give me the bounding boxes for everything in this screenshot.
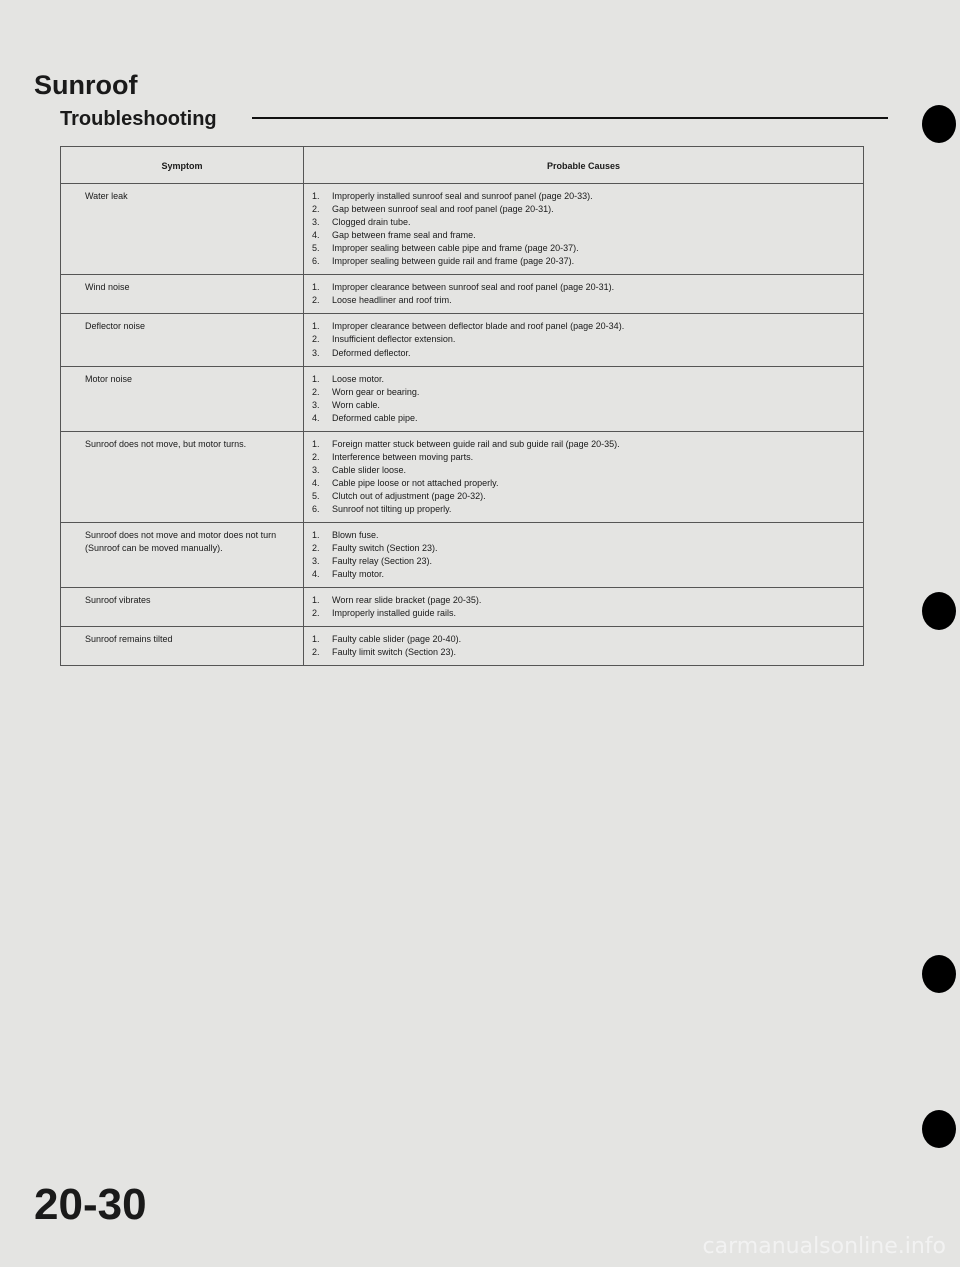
troubleshooting-table — [60, 146, 864, 666]
binder-hole-1 — [922, 105, 956, 143]
table-body — [61, 184, 864, 666]
cause-number: 4. — [312, 477, 320, 488]
cause-number: 2. — [312, 647, 320, 658]
symptom-cell: Sunroof remains tilted — [61, 627, 304, 666]
causes-cell — [304, 588, 864, 627]
table-row — [61, 314, 864, 366]
cause-item — [312, 190, 855, 203]
cause-item — [312, 568, 855, 581]
page-title: Sunroof — [34, 70, 138, 100]
causes-list — [312, 633, 855, 659]
cause-item — [312, 594, 855, 607]
cause-text: Foreign matter stuck between guide rail and sub guide rail (page 20-35). — [332, 438, 620, 449]
symptom-cell: Sunroof vibrates — [61, 588, 304, 627]
binder-hole-3 — [922, 955, 956, 993]
cause-number: 2. — [312, 451, 320, 462]
cause-number: 5. — [312, 243, 320, 254]
cause-number: 3. — [312, 217, 320, 228]
cause-number: 4. — [312, 569, 320, 580]
cause-number: 4. — [312, 412, 320, 423]
cause-item — [312, 229, 855, 242]
cause-number: 6. — [312, 503, 320, 514]
table-row — [61, 275, 864, 314]
cause-number: 1. — [312, 634, 320, 645]
cause-text: Worn rear slide bracket (page 20-35). — [332, 595, 482, 606]
watermark: carmanualsonline.info — [702, 1234, 946, 1259]
cause-number: 1. — [312, 438, 320, 449]
cause-text: Faulty limit switch (Section 23). — [332, 647, 457, 658]
cause-item — [312, 294, 855, 307]
cause-item — [312, 333, 855, 346]
cause-item — [312, 503, 855, 516]
cause-number: 3. — [312, 556, 320, 567]
cause-item — [312, 464, 855, 477]
cause-text: Loose motor. — [332, 373, 385, 384]
cause-number: 2. — [312, 204, 320, 215]
title-rule — [252, 117, 888, 119]
page-number: 20-30 — [34, 1180, 147, 1229]
cause-item — [312, 438, 855, 451]
cause-text: Clogged drain tube. — [332, 217, 411, 228]
cause-number: 1. — [312, 282, 320, 293]
causes-list — [312, 190, 855, 268]
cause-number: 2. — [312, 386, 320, 397]
cause-number: 1. — [312, 373, 320, 384]
cause-number: 1. — [312, 191, 320, 202]
causes-cell — [304, 184, 864, 275]
causes-list — [312, 529, 855, 581]
cause-number: 1. — [312, 595, 320, 606]
cause-item — [312, 242, 855, 255]
cause-number: 1. — [312, 530, 320, 541]
cause-text: Clutch out of adjustment (page 20-32). — [332, 490, 486, 501]
cause-text: Improper clearance between deflector blade and roof panel (page 20-34). — [332, 321, 625, 332]
cause-item — [312, 555, 855, 568]
table-header-row — [61, 147, 864, 184]
cause-number: 3. — [312, 347, 320, 358]
cause-text: Faulty motor. — [332, 569, 385, 580]
symptom-cell: Motor noise — [61, 366, 304, 431]
causes-cell — [304, 314, 864, 366]
binder-hole-4 — [922, 1110, 956, 1148]
causes-cell — [304, 627, 864, 666]
cause-number: 2. — [312, 608, 320, 619]
causes-header: Probable Causes — [304, 147, 864, 184]
cause-text: Sunroof not tilting up properly. — [332, 503, 452, 514]
cause-item — [312, 373, 855, 386]
cause-text: Loose headliner and roof trim. — [332, 295, 452, 306]
symptom-header: Symptom — [61, 147, 304, 184]
symptom-cell: Wind noise — [61, 275, 304, 314]
table-row — [61, 523, 864, 588]
cause-item — [312, 529, 855, 542]
symptom-cell: Deflector noise — [61, 314, 304, 366]
cause-item — [312, 281, 855, 294]
cause-item — [312, 203, 855, 216]
cause-number: 3. — [312, 464, 320, 475]
cause-item — [312, 399, 855, 412]
cause-text: Faulty cable slider (page 20-40). — [332, 634, 462, 645]
section-title: Troubleshooting — [60, 108, 217, 130]
cause-item — [312, 347, 855, 360]
causes-list — [312, 320, 855, 359]
cause-item — [312, 320, 855, 333]
cause-text: Improper clearance between sunroof seal and roof panel (page 20-31). — [332, 282, 615, 293]
causes-list — [312, 373, 855, 425]
cause-text: Worn gear or bearing. — [332, 386, 420, 397]
cause-item — [312, 477, 855, 490]
cause-number: 4. — [312, 230, 320, 241]
cause-text: Improperly installed guide rails. — [332, 608, 457, 619]
cause-item — [312, 607, 855, 620]
cause-number: 2. — [312, 295, 320, 306]
cause-item — [312, 216, 855, 229]
cause-text: Blown fuse. — [332, 530, 379, 541]
cause-text: Insufficient deflector extension. — [332, 334, 456, 345]
cause-item — [312, 412, 855, 425]
binder-hole-2 — [922, 592, 956, 630]
cause-text: Improperly installed sunroof seal and sunroof panel (page 20-33). — [332, 191, 593, 202]
cause-item — [312, 255, 855, 268]
cause-text: Cable slider loose. — [332, 464, 407, 475]
cause-text: Worn cable. — [332, 399, 380, 410]
table-row — [61, 366, 864, 431]
cause-number: 1. — [312, 321, 320, 332]
cause-text: Interference between moving parts. — [332, 451, 474, 462]
cause-text: Faulty switch (Section 23). — [332, 543, 438, 554]
cause-number: 2. — [312, 543, 320, 554]
cause-item — [312, 386, 855, 399]
causes-cell — [304, 366, 864, 431]
cause-number: 6. — [312, 256, 320, 267]
cause-item — [312, 633, 855, 646]
cause-item — [312, 490, 855, 503]
causes-cell — [304, 523, 864, 588]
causes-list — [312, 594, 855, 620]
causes-cell — [304, 275, 864, 314]
table-row — [61, 431, 864, 522]
cause-text: Improper sealing between guide rail and frame (page 20-37). — [332, 256, 575, 267]
table-row — [61, 588, 864, 627]
table-row — [61, 184, 864, 275]
cause-number: 5. — [312, 490, 320, 501]
symptom-cell: Sunroof does not move, but motor turns. — [61, 431, 304, 522]
cause-text: Cable pipe loose or not attached properly. — [332, 477, 499, 488]
cause-text: Gap between sunroof seal and roof panel (page 20-31). — [332, 204, 554, 215]
cause-text: Deformed cable pipe. — [332, 412, 418, 423]
cause-item — [312, 646, 855, 659]
table-row — [61, 627, 864, 666]
cause-text: Faulty relay (Section 23). — [332, 556, 433, 567]
cause-item — [312, 451, 855, 464]
cause-number: 3. — [312, 399, 320, 410]
causes-list — [312, 281, 855, 307]
cause-text: Deformed deflector. — [332, 347, 411, 358]
cause-item — [312, 542, 855, 555]
cause-number: 2. — [312, 334, 320, 345]
cause-text: Improper sealing between cable pipe and frame (page 20-37). — [332, 243, 579, 254]
symptom-cell: Water leak — [61, 184, 304, 275]
causes-cell — [304, 431, 864, 522]
causes-list — [312, 438, 855, 516]
cause-text: Gap between frame seal and frame. — [332, 230, 476, 241]
symptom-cell: Sunroof does not move and motor does not turn (Sunroof can be moved manually). — [61, 523, 304, 588]
